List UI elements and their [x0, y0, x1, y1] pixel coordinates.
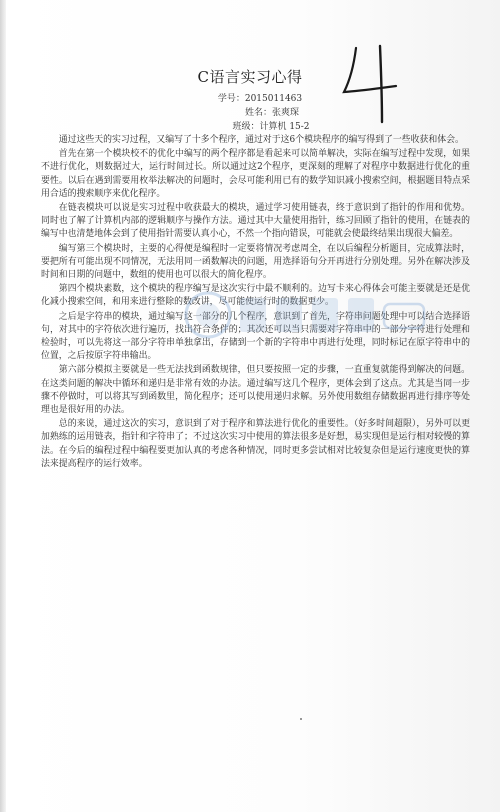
paragraph-5: 第四个模块素数，这个模块的程序编写是这次实行中最不顺利的。边写卡来心得体会可能主要就是还是优化减小搜索空间，和用来进行整除的数改讲，尽可能使运行时的数据更少。 — [41, 284, 470, 308]
document-title: C语言实习心得 — [197, 68, 303, 86]
document-body — [41, 134, 470, 472]
paragraph-3: 在链表模块可以说是实习过程中收获最大的模块，通过学习使用链表，终于意识到了指针的作用和优势。同时也了解了计算机内部的逻辑顺序与操作方法。通过其中大量使用指针，练习回顾了指针的使用，在链表的编写中也清楚地体会到了使用指针需要认真小心，不然一个指向错误，可能就会使最终结果出现很大偏差。 — [41, 203, 470, 240]
handwritten-score-4 — [340, 42, 400, 126]
paragraph-6: 之后是字符串的模块，通过编写这一部分的几个程序，意识到了首先，字符串问题处理中可以结合选择语句，对其中的字符依次进行遍历，找出符合条件的；其次还可以当只需要对字符串中的一部分字符进行处理和检验时，可以先将这一部分字符串单独拿出，存储到一个新的字符串中再进行处理，同时标记在原字符串中的位置，之后按原字符串输出。 — [41, 311, 470, 362]
student-class: 班级：计算机 15-2 — [232, 122, 310, 132]
paragraph-7: 第六部分模拟主要就是一些无法找到函数规律，但只要按照一定的步骤，一直重复就能得到解决的问题。在这类问题的解决中循环和递归是非常有效的办法。通过编写这几个程序，更体会到了这点。尤其是当同一步骤不停做时，可以将其写到函数里，简化程序；还可以使用递归求解。另外使用数组存储数据再进行排序等处理也是很好用的办法。 — [41, 365, 470, 416]
paragraph-8: 总的来说，通过这次的实习，意识到了对于程序和算法进行优化的重要性。（好多时间超限），另外可以更加熟练的运用链表，指针和字符串了；不过这次实习中使用的算法很多是好想，易实现但是运行相对较慢的算法。在今后的编程过程中编程要更加认真的考虑各种情况，同时更多尝试相对比较复杂但是运行速度更快的算法来提高程序的运行效率。 — [41, 419, 470, 469]
paragraph-4: 编写第三个模块时，主要的心得便是编程时一定要将情况考虑周全，在以后编程分析题目，完成算法时，要把所有可能出现不同情况，无法用同一函数解决的问题，用选择语句分开再进行分别处理。另外在解决涉及时间和日期的问题中，数组的使用也可以很大的简化程序。 — [41, 243, 470, 281]
paragraph-2: 首先在第一个模块校不的优化中编写的两个程序都是看起来可以简单解决，实际在编写过程中发现，如果不进行优化，则数据过大，运行时间过长。所以通过这2个程序，更深刻的理解了对程序中数据进行优化的重要性。以后在遇到需要用枚举法解决的问题时，会尽可能利用已有的数学知识减小搜索空间，根据题目特点采用合适的搜索顺序来优化程序。 — [41, 149, 470, 199]
scan-speck — [300, 718, 302, 720]
student-id: 学号：2015011463 — [217, 94, 303, 104]
paragraph-1: 通过这些天的实习过程，又编写了十多个程序，通过对于这6个模块程序的编写得到了一些收获和体会。 — [58, 135, 464, 145]
student-name: 姓名：张爽琛 — [244, 108, 299, 118]
